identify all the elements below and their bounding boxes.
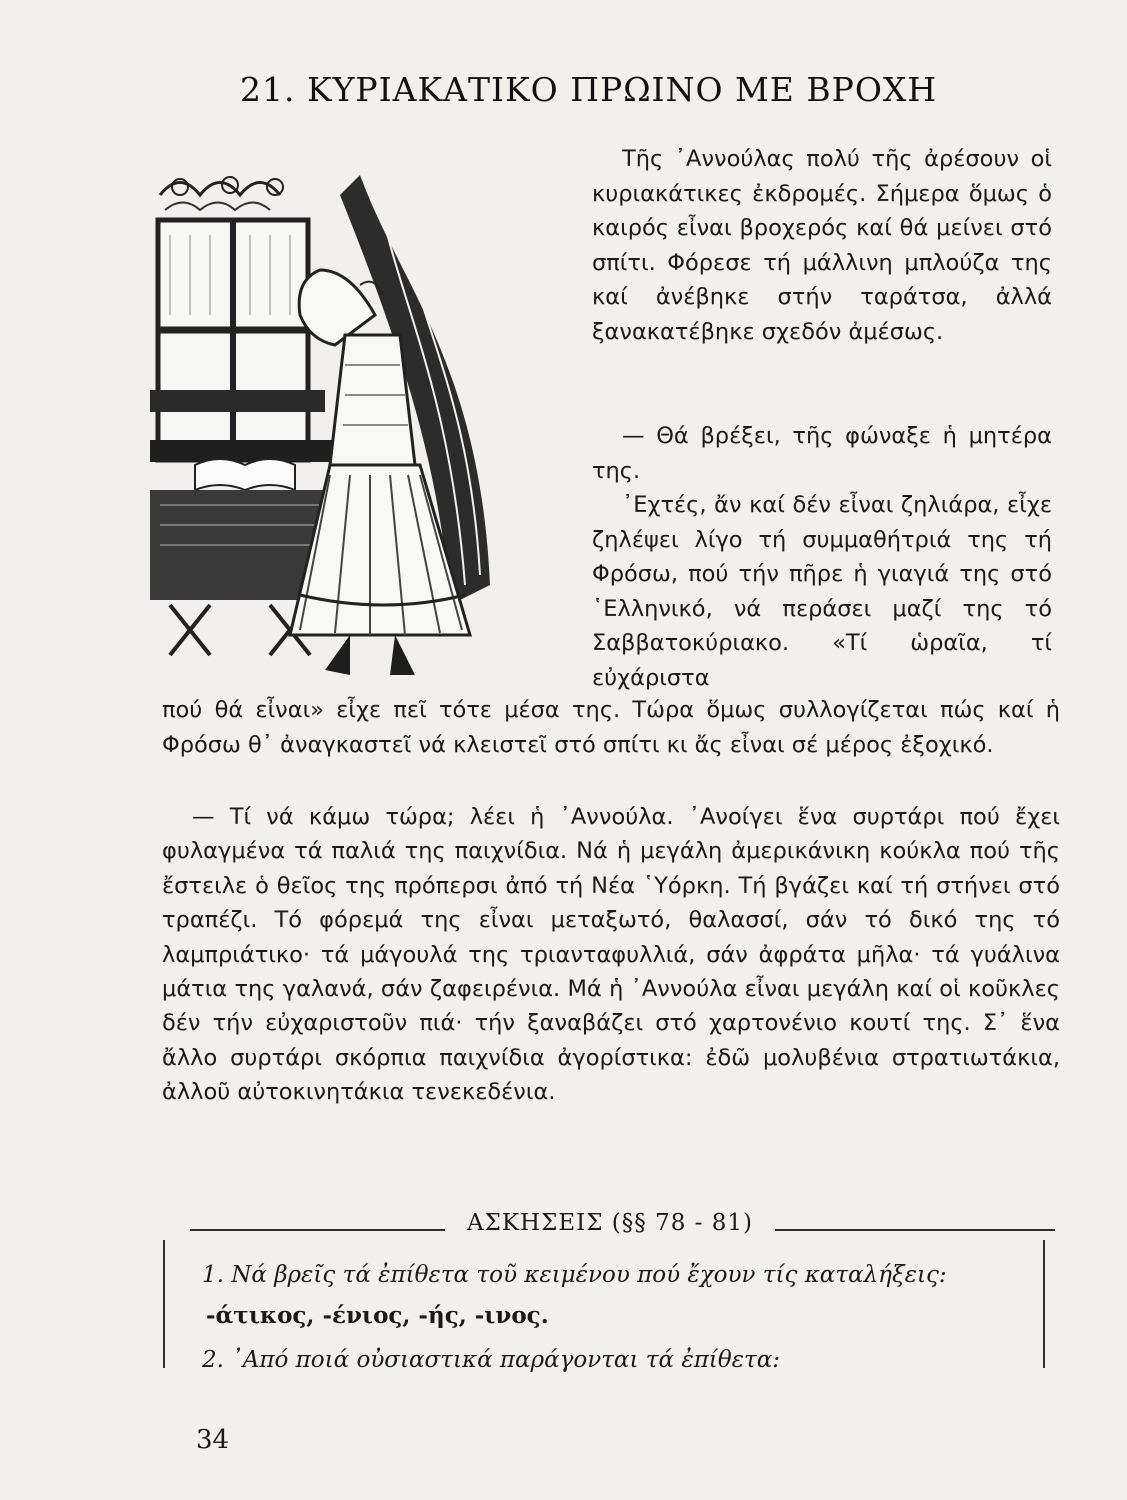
exercise-2-question — [202, 1347, 1062, 1373]
paragraph-3-start: ᾿Εχτές, ἄν καί δέν εἶναι ζηλιάρα, εἶχε ζηλέψει λίγο τή συμμαθήτριά της τή Φρόσω, πού τήν πῆρε ἡ γιαγιά της στό ῾Ελληνικό, νά περάσει μαζί της τό Σαββατοκύριακο. «Τί ὡραῖα, τί εὐχάριστα — [592, 492, 1052, 691]
heading-rule-right — [775, 1229, 1055, 1231]
girl-at-window-illustration — [150, 165, 510, 695]
exercise-2-text: ᾿Από ποιά οὐσιαστικά παράγονται τά ἐπίθετα: — [231, 1347, 781, 1373]
paragraph-3-end: πού θά εἶναι» εἶχε πεῖ τότε μέσα της. Τώρα ὅμως συλλογίζεται πώς καί ἡ Φρόσω θ᾿ ἀναγκαστεῖ νά κλειστεῖ στό σπίτι κι ἄς εἶναι σέ μέρος ἐξοχικό. — [162, 697, 1060, 758]
paragraph-1: Τῆς ᾿Αννούλας πολύ τῆς ἀρέσουν οἱ κυριακάτικες ἐκδρομές. Σήμερα ὅμως ὁ καιρός εἶναι βροχερός καί θά μείνει στό σπίτι. Φόρεσε τή μάλλινη μπλούζα της καί ἀνέβηκε στήν ταράτσα, ἀλλά ξανακατέβηκε σχεδόν ἀμέσως. — [592, 146, 1052, 345]
chapter-title: 21. ΚΥΡΙΑΚΑΤΙΚΟ ΠΡΩΙΝΟ ΜΕ ΒΡΟΧΗ — [240, 70, 938, 109]
exercise-1-question — [202, 1262, 1062, 1288]
exercise-2-number: 2. — [202, 1347, 224, 1373]
exercise-1-endings: -άτικος, -ένιος, -ής, -ινος. — [206, 1302, 549, 1329]
paragraph-2: — Θά βρέξει, τῆς φώναξε ἡ μητέρα της. — [592, 423, 1052, 484]
page-number: 34 — [196, 1425, 230, 1455]
window-frame — [150, 220, 325, 460]
exercise-1-number: 1. — [202, 1262, 224, 1288]
exercises-title: ΑΣΚΗΣΕΙΣ (§§ 78 - 81) — [466, 1210, 753, 1236]
paragraph-4: — Τί νά κάμω τώρα; λέει ἡ ᾿Αννούλα. ᾿Ανοίγει ἕνα συρτάρι πού ἔχει φυλαγμένα τά παλιά της παιχνίδια. Νά ἡ μεγάλη ἀμερικάνικη κούκλα πού τῆς ἔστειλε ὁ θεῖος της πρόπερσι ἀπό τή Νέα ῾Υόρκη. Τή βγάζει καί τή στήνει στό τραπέζι. Τό φόρεμά της εἶναι μεταξωτό, θαλασσί, σάν τό δικό της τό λαμπριάτικο· τά μάγουλά της τριανταφυλλιά, σάν ἀφράτα μῆλα· τά γυάλινα μάτια της γαλανά, σάν ζαφειρένια. Μά ἡ ᾿Αννούλα εἶναι μεγάλη καί οἱ κοῦκλες δέν τήν εὐχαριστοῦν πιά· τήν ξαναβάζει στό χαρτονένιο κουτί της. Σ᾿ ἕνα ἄλλο συρτάρι σκόρπια παιχνίδια ἀγορίστικα: ἐδῶ μολυβένια στρατιωτάκια, ἀλλοῦ αὐτοκινητάκια τενεκεδένια. — [162, 804, 1060, 1106]
exercise-1-text: Νά βρεῖς τά ἐπίθετα τοῦ κειμένου πού ἔχουν τίς καταλήξεις: — [231, 1262, 947, 1288]
curtain-rod-decoration — [160, 177, 283, 210]
